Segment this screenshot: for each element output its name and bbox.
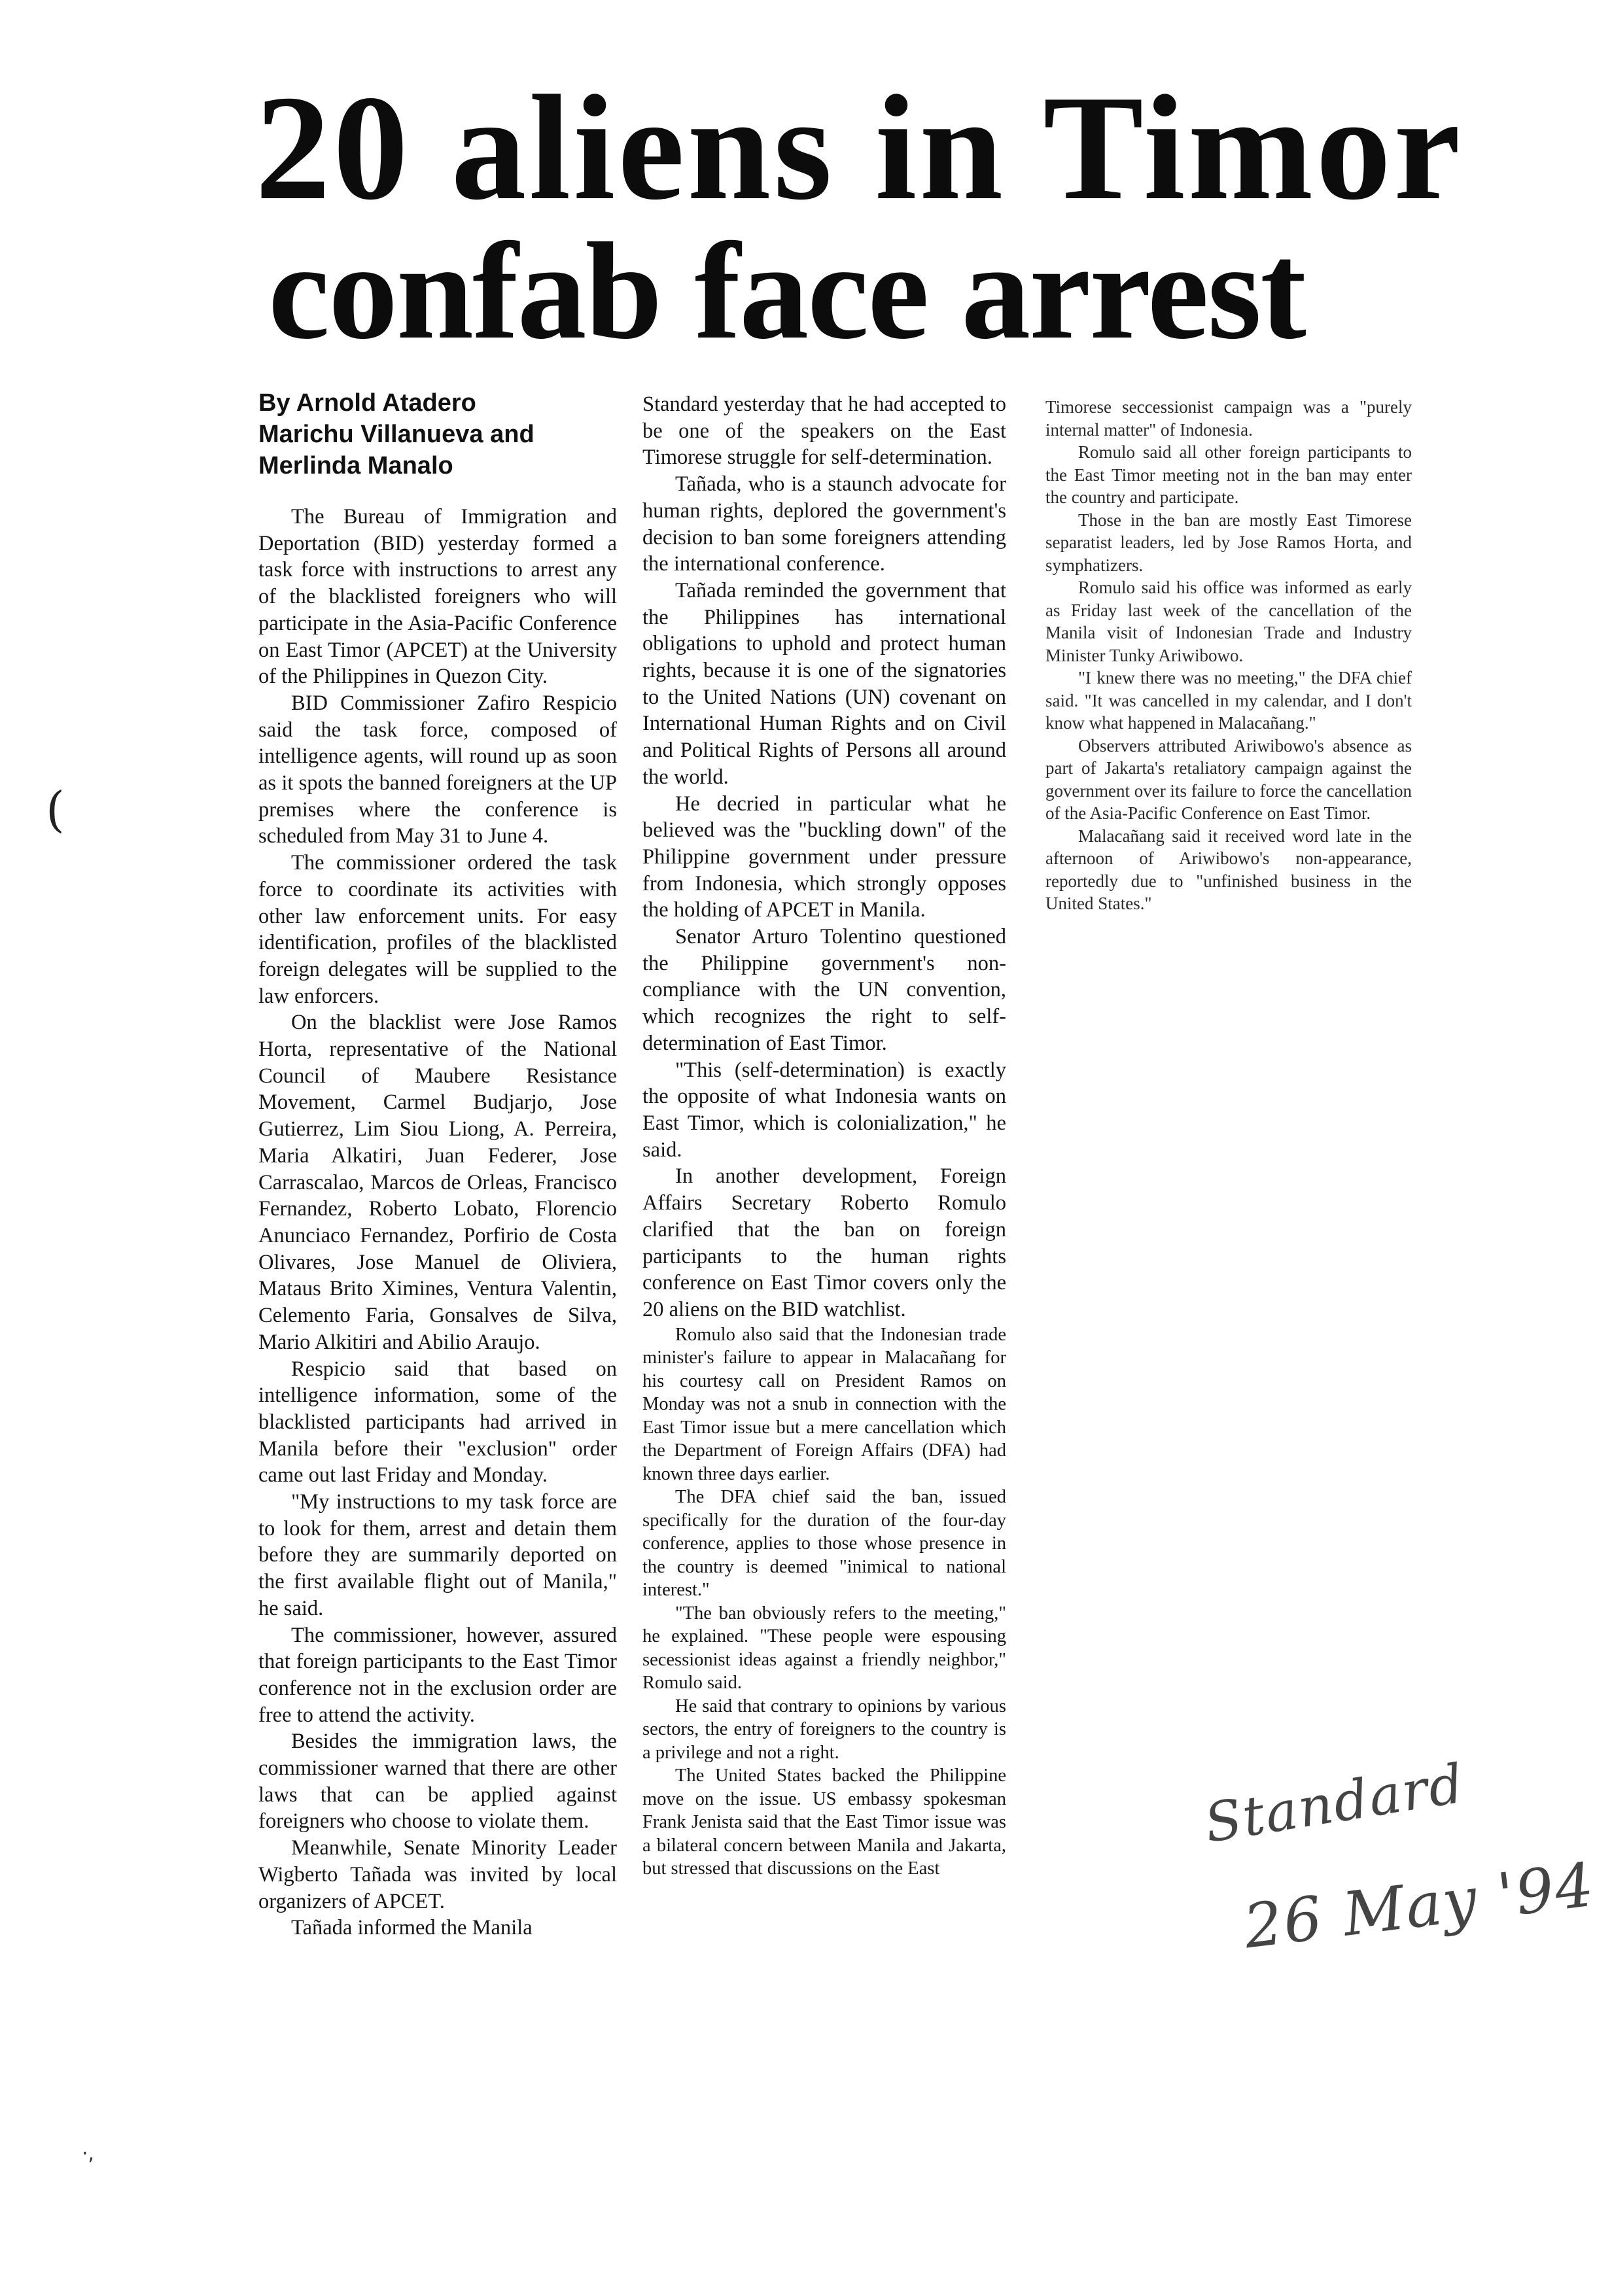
article-column-3 <box>1045 396 1412 915</box>
paragraph: Malacañang said it received word late in the afternoon of Ariwibowo's non-appearance, reportedly due to "unfinished business in the United States." <box>1045 826 1412 913</box>
paragraph: Standard yesterday that he had accepted to be one of the speakers on the East Timorese struggle for self-determination. <box>642 392 1006 470</box>
paragraph: "The ban obviously refers to the meeting," he explained. "These people were espousing secessionist ideas against a friendly neighbor," Romulo said. <box>642 1603 1006 1694</box>
margin-mark-icon: ( <box>46 782 65 838</box>
paragraph: Those in the ban are mostly East Timorese separatist leaders, led by Jose Ramos Horta, and symphatizers. <box>1045 510 1412 575</box>
paragraph: Romulo said his office was informed as early as Friday last week of the cancellation of the Manila visit of Indonesian Trade and Industry Minister Tunky Ariwibowo. <box>1045 578 1412 665</box>
paragraph: He said that contrary to opinions by various sectors, the entry of foreigners to the country is a privilege and not a right. <box>642 1696 1006 1763</box>
paragraph: BID Commissioner Zafiro Respicio said the task force, composed of intelligence agents, will round up as soon as it spots the banned foreigners at the UP premises where the conference is scheduled from May 31 to June 4. <box>258 691 617 848</box>
paragraph: Meanwhile, Senate Minority Leader Wigberto Tañada was invited by local organizers of APCET. <box>258 1836 617 1913</box>
handwritten-date-note: 26 May '94 <box>1240 1849 1599 1962</box>
byline-line: Marichu Villanueva and <box>258 421 534 448</box>
paragraph: Respicio said that based on intelligence information, some of the blacklisted participants had arrived in Manila before their "exclusion" order came out last Friday and Monday. <box>258 1357 617 1487</box>
paragraph: Romulo also said that the Indonesian trade minister's failure to appear in Malacañang for his courtesy call on President Ramos on Monday was not a snub in connection with the East Timor issue but a mere cancellation which the Department of Foreign Affairs (DFA) had known three days earlier. <box>642 1324 1006 1484</box>
byline-line: Merlinda Manalo <box>258 452 453 479</box>
paragraph: The commissioner ordered the task force to coordinate its activities with other law enforcement units. For easy identification, profiles of the blacklisted foreign delegates will be supplied to the law enforcers. <box>258 851 617 1008</box>
paragraph: Romulo said all other foreign participants to the East Timor meeting not in the ban may enter the country and participate. <box>1045 442 1412 507</box>
article-column-1 <box>258 504 617 1941</box>
paragraph: The commissioner, however, assured that foreign participants to the East Timor conference not in the exclusion order are free to attend the activity. <box>258 1623 617 1727</box>
small-type-section <box>642 1323 1006 1881</box>
paragraph: On the blacklist were Jose Ramos Horta, representative of the National Council of Maubere Resistance Movement, Carmel Budjarjo, Jose Gutierrez, Lim Siou Liong, A. Perreira, Maria Alkatiri, Juan Federer, Jose Carrascalao, Marcos de Orleas, Francisco Fernandez, Roberto Lobato, Florencio Anunciaco Fernandez, Porfirio de Costa Olivares, Jose Manuel de Oliviera, Mataus Brito Ximines, Ventura Valentin, Celemento Faria, Gonsalves de Silva, Mario Alkitiri and Abilio Araujo. <box>258 1011 617 1354</box>
byline <box>258 387 612 481</box>
paragraph: In another development, Foreign Affairs Secretary Roberto Romulo clarified that the ban on foreign participants to the human rights conference on East Timor covers only the 20 aliens on the BID watchlist. <box>642 1164 1006 1321</box>
scan-speck-icon: ·, <box>82 2142 95 2165</box>
paragraph: "I knew there was no meeting," the DFA chief said. "It was cancelled in my calendar, and I don't know what happened in Malacañang." <box>1045 668 1412 733</box>
paragraph: The DFA chief said the ban, issued specifically for the duration of the four-day conference, applies to those whose presence in the country is deemed "inimical to national interest." <box>642 1487 1006 1601</box>
paragraph: "My instructions to my task force are to look for them, arrest and detain them before they are summarily deported on the first available flight out of Manila," he said. <box>258 1490 617 1620</box>
paragraph: Observers attributed Ariwibowo's absence as part of Jakarta's retaliatory campaign against the government over its failure to force the cancellation of the Asia-Pacific Conference on East Timor. <box>1045 735 1412 823</box>
paragraph: Tañada, who is a staunch advocate for human rights, deplored the government's decision to ban some foreigners attending the international conference. <box>642 472 1006 576</box>
headline-line-2: confab face arrest <box>268 214 1305 368</box>
paragraph: Timorese seccessionist campaign was a "purely internal matter" of Indonesia. <box>1045 397 1412 440</box>
paragraph: Senator Arturo Tolentino questioned the Philippine government's non-compliance with the UN convention, which recognizes the right to self-determination of East Timor. <box>642 925 1006 1055</box>
paragraph: Tañada informed the Manila <box>291 1916 533 1940</box>
paragraph: Besides the immigration laws, the commissioner warned that there are other laws that can be applied against foreigners who choose to violate them. <box>258 1730 617 1834</box>
paragraph: The United States backed the Philippine move on the issue. US embassy spokesman Frank Jenista said that the East Timor issue was a bilateral concern between Manila and Jakarta, but stressed that discussions on the East <box>642 1765 1006 1879</box>
headline-line-1-cropped <box>255 64 1463 231</box>
handwritten-source-note: Standard <box>1200 1752 1469 1855</box>
paragraph: "This (self-determination) is exactly the opposite of what Indonesia wants on East Timor, which is colonialization," he said. <box>642 1058 1006 1162</box>
paragraph: He decried in particular what he believed was the "buckling down" of the Philippine government under pressure from Indonesia, which strongly opposes the holding of APCET in Manila. <box>642 791 1006 922</box>
paragraph: The Bureau of Immigration and Deportation (BID) yesterday formed a task force with instructions to arrest any of the blacklisted foreigners who will participate in the Asia-Pacific Conference on East Timor (APCET) at the University of the Philippines in Quezon City. <box>258 505 617 689</box>
headline-line-1: 20 aliens in Timor <box>255 64 1463 231</box>
byline-line: By Arnold Atadero <box>258 389 476 417</box>
paragraph: Tañada reminded the government that the Philippines has international obligations to uphold and protect human rights, because it is one of the signatories to the United Nations (UN) covenant on International Human Rights and on Civil and Political Rights of Persons all around the world. <box>642 578 1006 789</box>
article-column-2 <box>642 391 1006 1881</box>
